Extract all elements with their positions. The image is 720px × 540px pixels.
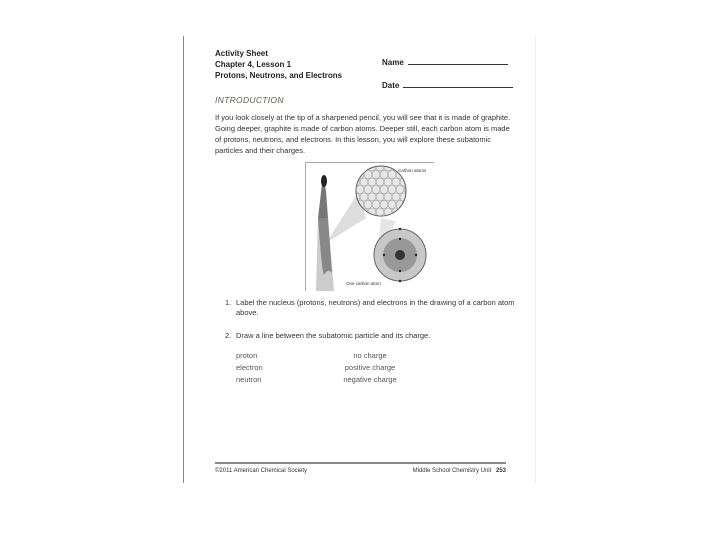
- charge-negative[interactable]: negative charge: [343, 375, 397, 384]
- sheet-header: [215, 48, 342, 81]
- footer-divider: [215, 462, 506, 464]
- charge-list: [340, 350, 400, 386]
- intro-paragraph: If you look closely at the tip of a sharpened pencil, you will see that it is made of graphite. Going deeper, graphite is made of carbon atoms. Deeper still, each carbon atom is made of protons, neutrons, and electrons. In this lesson, you will explore these subatomic particles and their charges.: [215, 113, 511, 155]
- particle-neutron[interactable]: neutron: [236, 375, 262, 384]
- footer-unit-name: Middle School Chemistry Unit: [412, 468, 492, 474]
- header-title: Activity Sheet: [215, 49, 268, 58]
- header-lesson: Protons, Neutrons, and Electrons: [215, 71, 343, 80]
- intro-heading: INTRODUCTION: [215, 95, 284, 105]
- particle-list: [236, 350, 263, 386]
- footer-unit: [413, 468, 506, 474]
- name-label: Name: [382, 58, 404, 67]
- question-1: 1. Label the nucleus (protons, neutrons) and electrons in the drawing of a carbon atom above.: [225, 298, 515, 317]
- footer-copyright: ©2011 American Chemical Society: [215, 468, 308, 474]
- question-2: 2. Draw a line between the subatomic particle and its charge.: [225, 331, 431, 340]
- carbon-atom-figure: [305, 162, 434, 291]
- page-number: 253: [495, 468, 506, 474]
- charge-positive[interactable]: positive charge: [344, 363, 396, 372]
- name-field[interactable]: [382, 56, 508, 67]
- page-right-edge: [535, 36, 536, 483]
- page-left-edge: [183, 36, 184, 483]
- date-label: Date: [382, 81, 400, 90]
- date-field[interactable]: [382, 79, 513, 90]
- label-one-carbon-atom: One carbon atom: [346, 281, 381, 286]
- particle-proton[interactable]: proton: [236, 351, 258, 360]
- charge-none[interactable]: no charge: [353, 351, 387, 360]
- particle-electron[interactable]: electron: [236, 363, 263, 372]
- label-carbon-atoms: Carbon atoms: [398, 168, 427, 173]
- header-chapter: Chapter 4, Lesson 1: [215, 60, 292, 69]
